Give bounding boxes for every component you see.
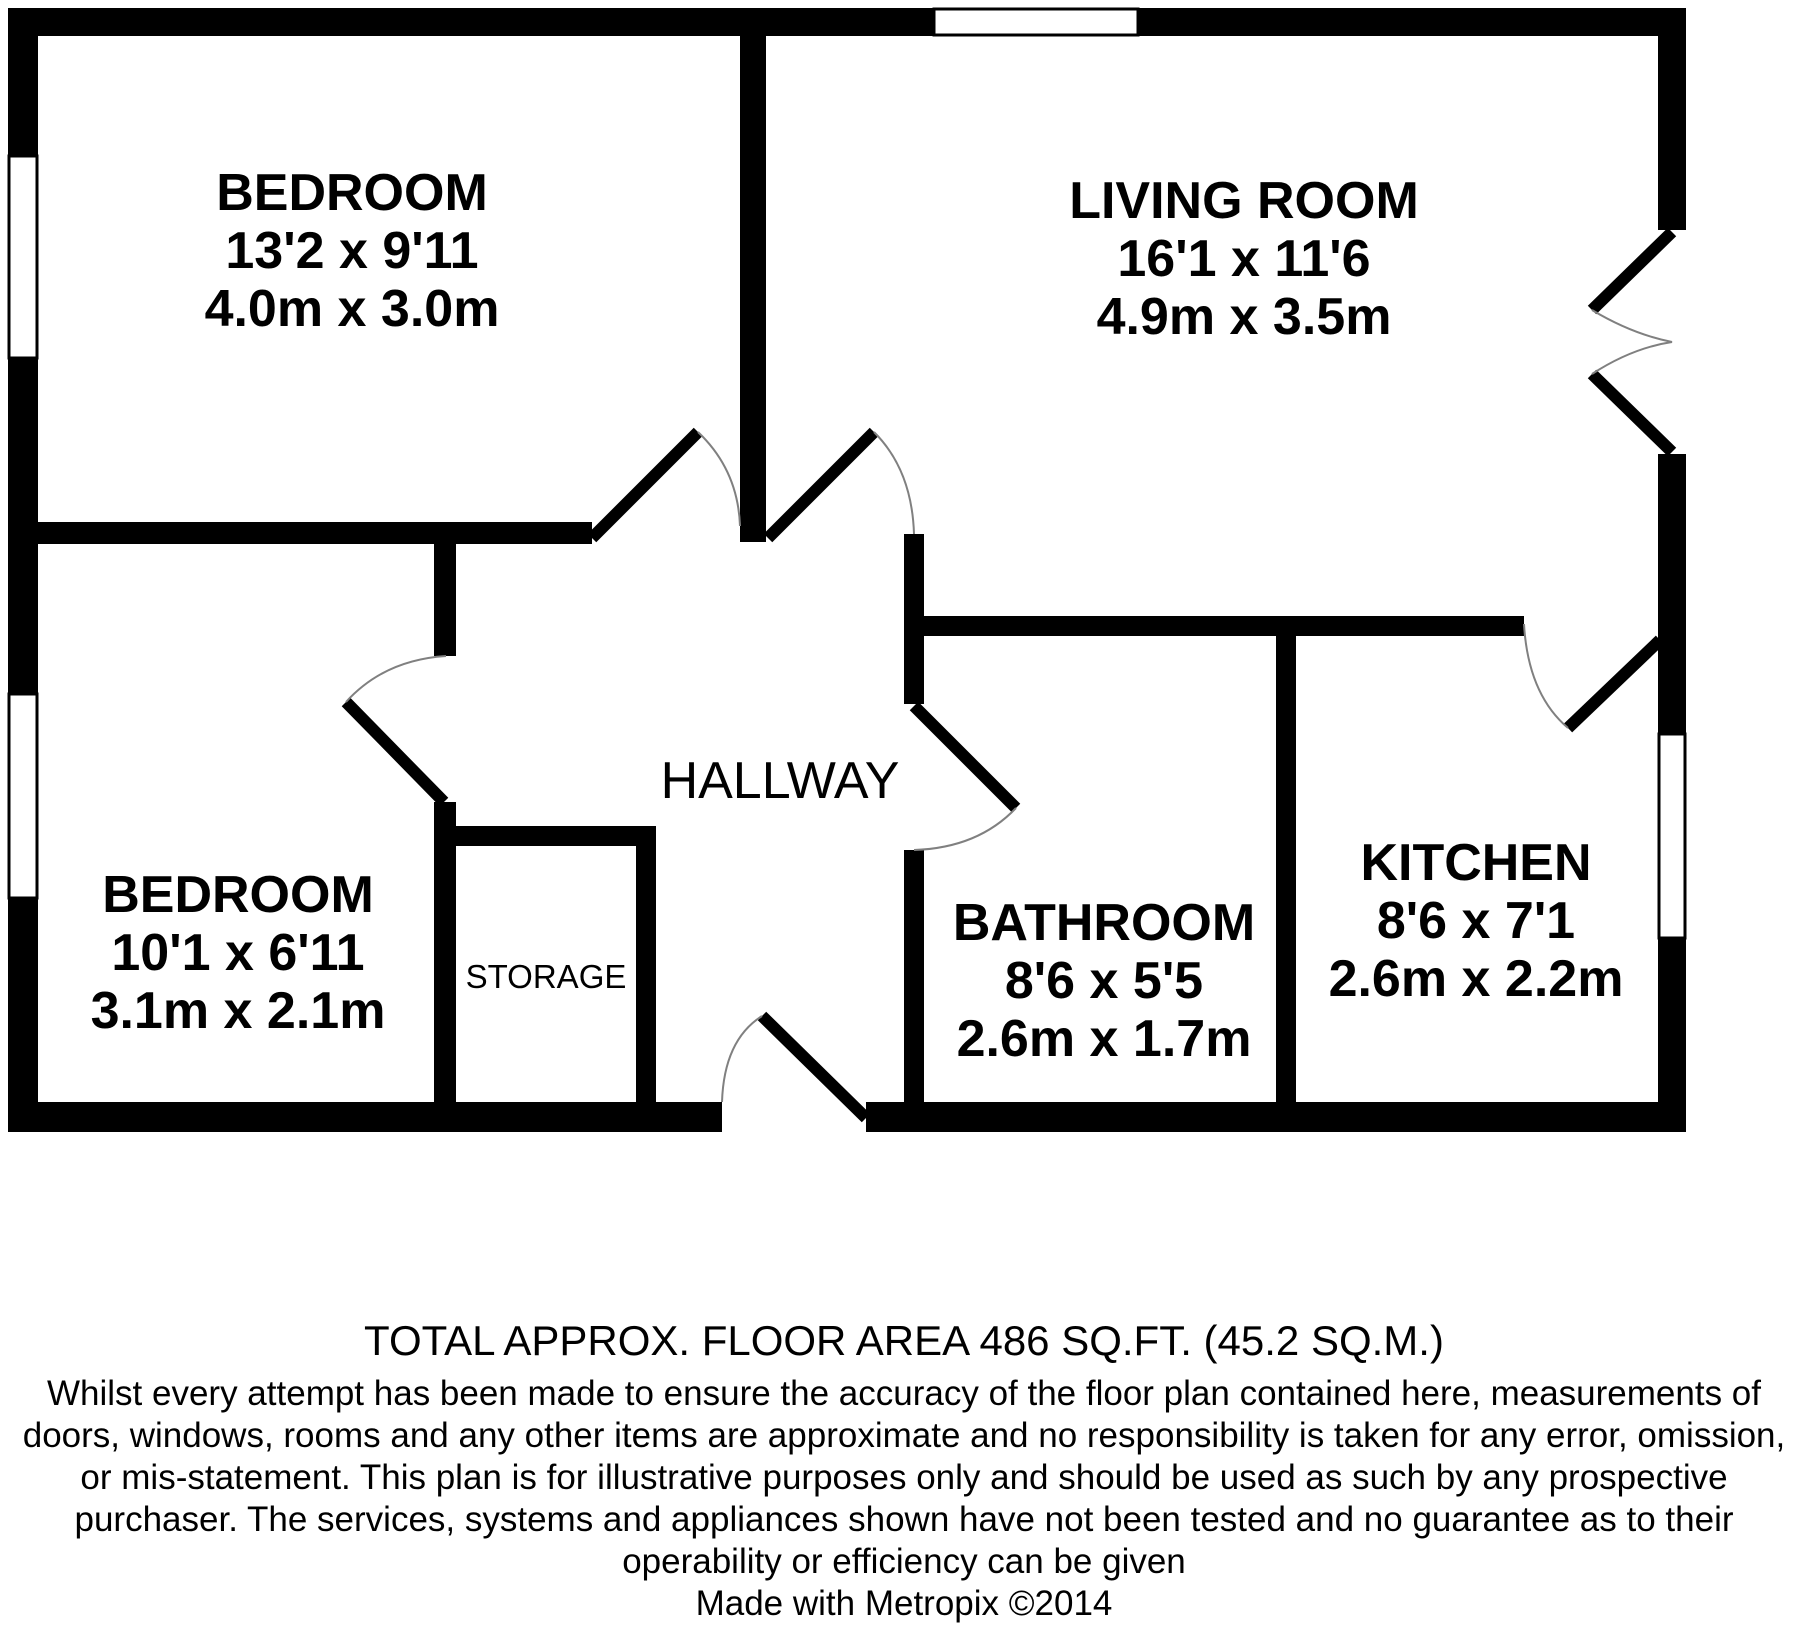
swing-living-hall [874, 432, 914, 534]
wall-bath-kitchen-divider [1276, 636, 1296, 1102]
outer-wall-top-right [1138, 8, 1686, 36]
wall-bedroom-living [740, 36, 766, 542]
living-room-size-imperial: 16'1 x 11'6 [1117, 230, 1371, 288]
window-bedroom2-left [9, 694, 37, 898]
bedroom2-size-metric: 3.1m x 2.1m [90, 982, 386, 1040]
living-room-name: LIVING ROOM [1069, 172, 1419, 230]
bathroom-size-metric: 2.6m x 1.7m [956, 1010, 1252, 1068]
bedroom2-name: BEDROOM [102, 866, 374, 924]
hallway-name: HALLWAY [660, 752, 900, 810]
wall-bath-kitchen-top [924, 616, 1524, 636]
wall-bedroom1-bottom [38, 522, 592, 544]
outer-wall-bottom-right [866, 1102, 1686, 1132]
credit-text: Made with Metropix ©2014 [695, 1584, 1113, 1623]
bathroom-name: BATHROOM [952, 894, 1256, 952]
window-living-top [934, 9, 1138, 35]
door-patio-lower [1592, 374, 1672, 452]
outer-wall-top-left [8, 8, 934, 36]
door-patio-upper [1592, 232, 1672, 310]
outer-wall-right-top [1658, 8, 1686, 230]
total-floor-area: TOTAL APPROX. FLOOR AREA 486 SQ.FT. (45.2 SQ.M.) [364, 1317, 1444, 1364]
swing-bedroom1 [698, 432, 740, 526]
wall-storage-top [456, 826, 656, 846]
bedroom1-name: BEDROOM [216, 164, 488, 222]
kitchen-size-metric: 2.6m x 2.2m [1328, 950, 1624, 1008]
window-kitchen-right [1659, 734, 1685, 938]
living-room-size-metric: 4.9m x 3.5m [1096, 288, 1392, 346]
bathroom-size-imperial: 8'6 x 5'5 [1004, 952, 1204, 1010]
wall-bedroom2-right-bottom [434, 802, 456, 1102]
storage-name: STORAGE [465, 958, 627, 995]
wall-hall-right-top [904, 534, 924, 704]
bedroom1-size-imperial: 13'2 x 9'11 [225, 222, 479, 280]
swing-bathroom [914, 808, 1016, 850]
swing-kitchen [1524, 624, 1568, 728]
wall-storage-right [636, 826, 656, 1102]
bedroom2-size-imperial: 10'1 x 6'11 [111, 924, 365, 982]
door-entrance [762, 1016, 866, 1118]
bedroom1-size-metric: 4.0m x 3.0m [204, 280, 500, 338]
swing-entrance [722, 1016, 762, 1102]
door-bathroom [914, 706, 1016, 808]
door-living-hall [768, 432, 874, 538]
kitchen-size-imperial: 8'6 x 7'1 [1376, 892, 1576, 950]
window-bedroom1-left [9, 156, 37, 358]
outer-wall-right-mid [1658, 454, 1686, 734]
kitchen-name: KITCHEN [1360, 834, 1592, 892]
disclaimer-text: Whilst every attempt has been made to ensure the accuracy of the floor plan contained here, measurements of doors, windows, rooms and any other items are approximate and no responsibility is taken for any error, omission, or mis-statement. This plan is for illustrative purposes only and should be used as such by any prospective purchaser. The services, systems and appliances shown have not been tested and no guarantee as to their operability or efficiency can be given [22, 1374, 1786, 1581]
outer-wall-left-top [8, 8, 38, 156]
outer-wall-left-bottom [8, 898, 38, 1132]
door-bedroom1 [592, 432, 698, 538]
swing-patio [1592, 310, 1672, 374]
footer [0, 1315, 1808, 1625]
door-kitchen [1568, 640, 1660, 728]
outer-wall-left-mid [8, 358, 38, 694]
door-bedroom2 [346, 702, 444, 802]
outer-wall-bottom-left [8, 1102, 722, 1132]
wall-hall-right-bottom [904, 850, 924, 1102]
wall-bedroom2-right-top [434, 544, 456, 656]
swing-bedroom2 [346, 656, 446, 702]
